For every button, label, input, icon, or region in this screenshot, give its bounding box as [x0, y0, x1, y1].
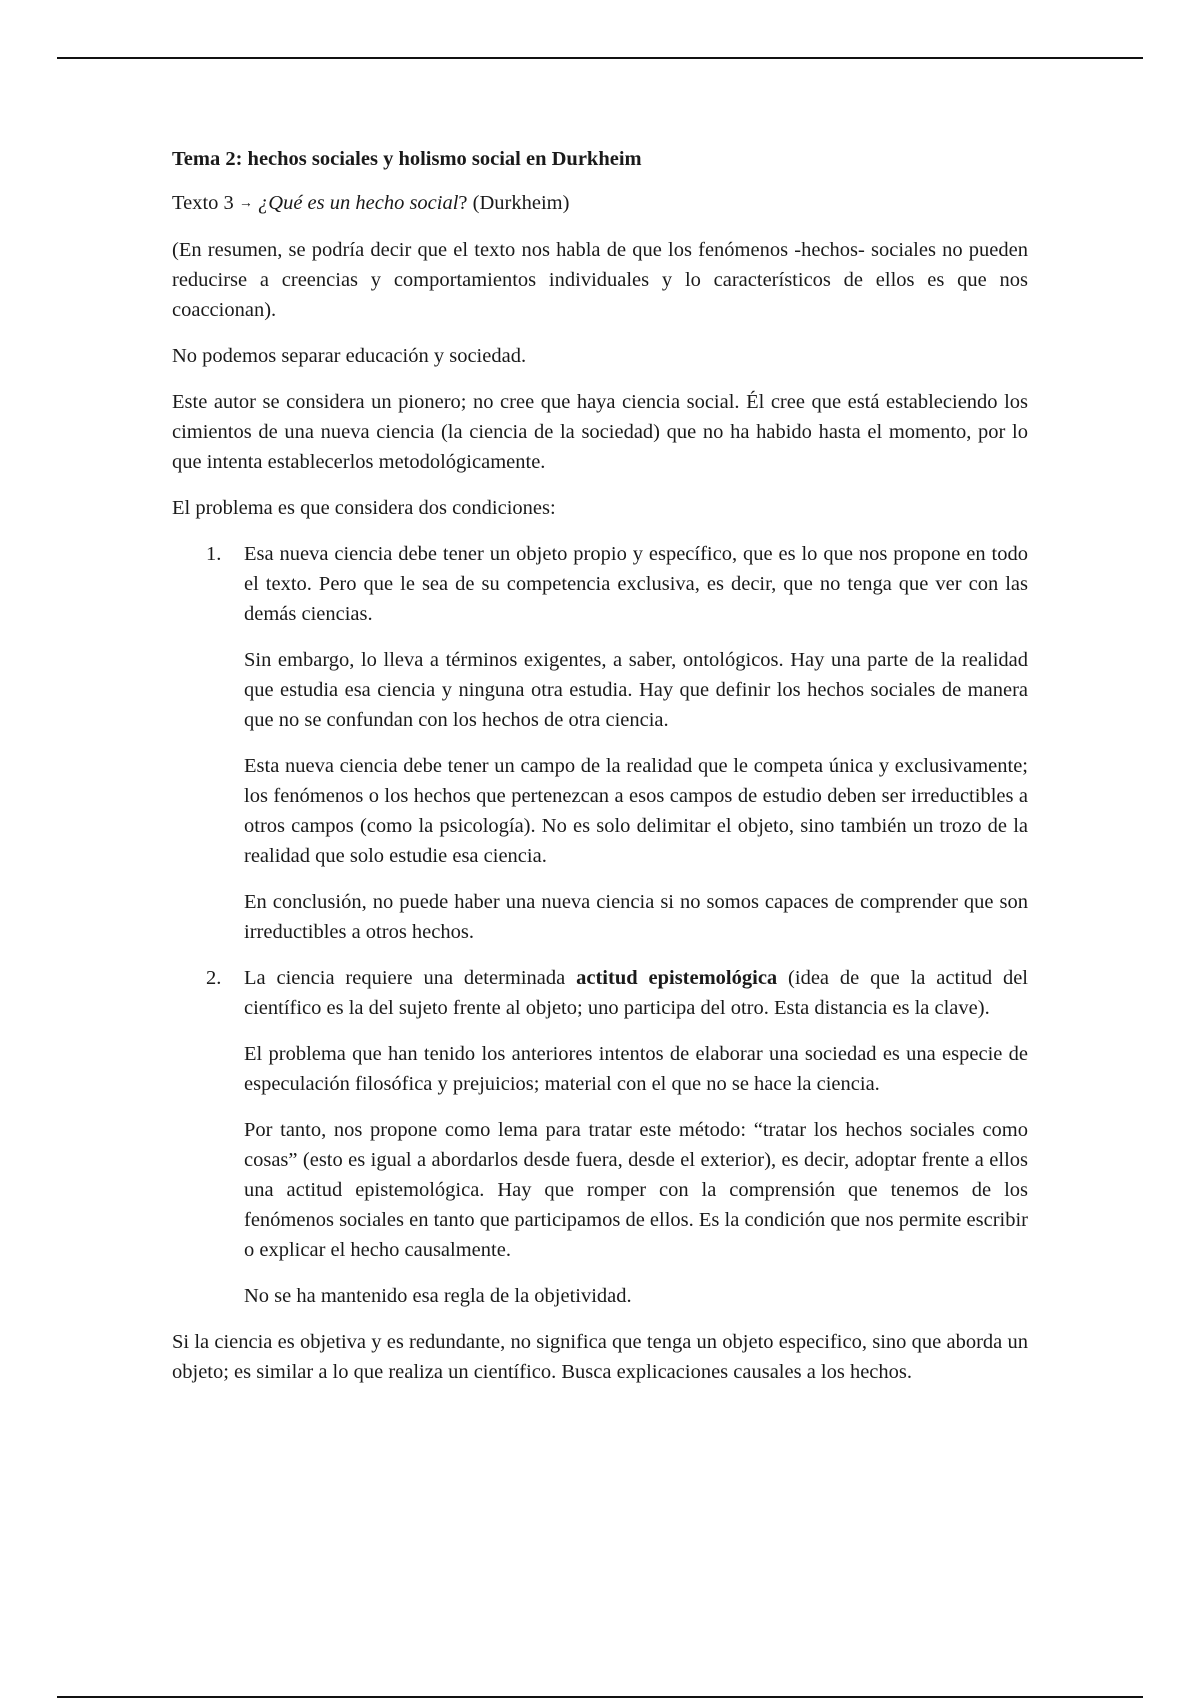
footer-rule — [57, 1696, 1143, 1698]
list-item — [172, 963, 1028, 1311]
text-reference-prefix: Texto 3 — [172, 192, 234, 214]
list-paragraph: Sin embargo, lo lleva a términos exigentes, a saber, ontológicos. Hay una parte de la realidad que estudia esa ciencia y ninguna otra estudia. Hay que definir los hechos sociales de manera que no se confundan con los hechos de otra ciencia. — [244, 649, 1028, 731]
paragraph: El problema es que considera dos condiciones: — [172, 497, 556, 519]
list-paragraph: Esa nueva ciencia debe tener un objeto propio y específico, que es lo que nos propone en todo el texto. Pero que le sea de su competencia exclusiva, es decir, que no tenga que ver con las demás ciencias. — [244, 543, 1028, 625]
closing-paragraph: Si la ciencia es objetiva y es redundante, no significa que tenga un objeto especifico, sino que aborda un objeto; es similar a lo que realiza un científico. Busca explicaciones causales a los hechos. — [172, 1331, 1028, 1383]
paragraph: Este autor se considera un pionero; no cree que haya ciencia social. Él cree que está estableciendo los cimientos de una nueva ciencia (la ciencia de la sociedad) que no ha habido hasta el momento, por lo que intenta establecerlos metodológicamente. — [172, 391, 1028, 473]
paragraph: No podemos separar educación y sociedad. — [172, 345, 527, 367]
list-paragraph: Por tanto, nos propone como lema para tratar este método: “tratar los hechos sociales como cosas” (esto es igual a abordarlos desde fuera, desde el exterior), es decir, adoptar frente a ellos una actitud epistemológica. Hay que romper con la comprensión que tenemos de los fenómenos sociales en tanto que participamos de ellos. Es la condición que nos permite escribir o explicar el hecho causalmente. — [244, 1119, 1028, 1261]
list-marker: 2. — [206, 967, 222, 989]
list-marker: 1. — [206, 543, 222, 565]
text-run: (idea de que la actitud del científico es la del sujeto frente al objeto; uno participa del otro. Esta distancia es la clave). — [244, 967, 1028, 1019]
page-title: Tema 2: hechos sociales y holismo social en Durkheim — [172, 148, 642, 170]
list-paragraph — [244, 963, 1028, 1023]
header-rule — [57, 57, 1143, 59]
document-body — [172, 144, 1028, 1403]
text-reference-author: ? (Durkheim) — [458, 192, 570, 214]
text-run: La ciencia requiere una determinada — [244, 967, 577, 989]
list-paragraph: No se ha mantenido esa regla de la objetividad. — [244, 1285, 632, 1307]
bold-term: actitud epistemológica — [576, 967, 778, 989]
list-paragraph: El problema que han tenido los anteriores intentos de elaborar una sociedad es una especie de especulación filosófica y prejuicios; material con el que no se hace la ciencia. — [244, 1043, 1028, 1095]
list-paragraph: En conclusión, no puede haber una nueva ciencia si no somos capaces de comprender que son irreductibles a otros hechos. — [244, 891, 1028, 943]
conditions-list — [172, 539, 1028, 1311]
list-paragraph: Esta nueva ciencia debe tener un campo de la realidad que le competa única y exclusivamente; los fenómenos o los hechos que pertenezcan a esos campos de estudio deben ser irreductibles a otros campos (como la psicología). No es solo delimitar el objeto, sino también un trozo de la realidad que solo estudie esa ciencia. — [244, 755, 1028, 867]
summary-paragraph: (En resumen, se podría decir que el texto nos habla de que los fenómenos -hechos- sociales no pueden reducirse a creencias y comportamientos individuales y lo característicos de ellos es que nos coaccionan). — [172, 239, 1028, 321]
text-reference-title: ¿Qué es un hecho social — [258, 192, 459, 214]
text-reference — [172, 188, 1028, 221]
arrow-icon: → — [238, 196, 253, 211]
list-item — [172, 539, 1028, 947]
